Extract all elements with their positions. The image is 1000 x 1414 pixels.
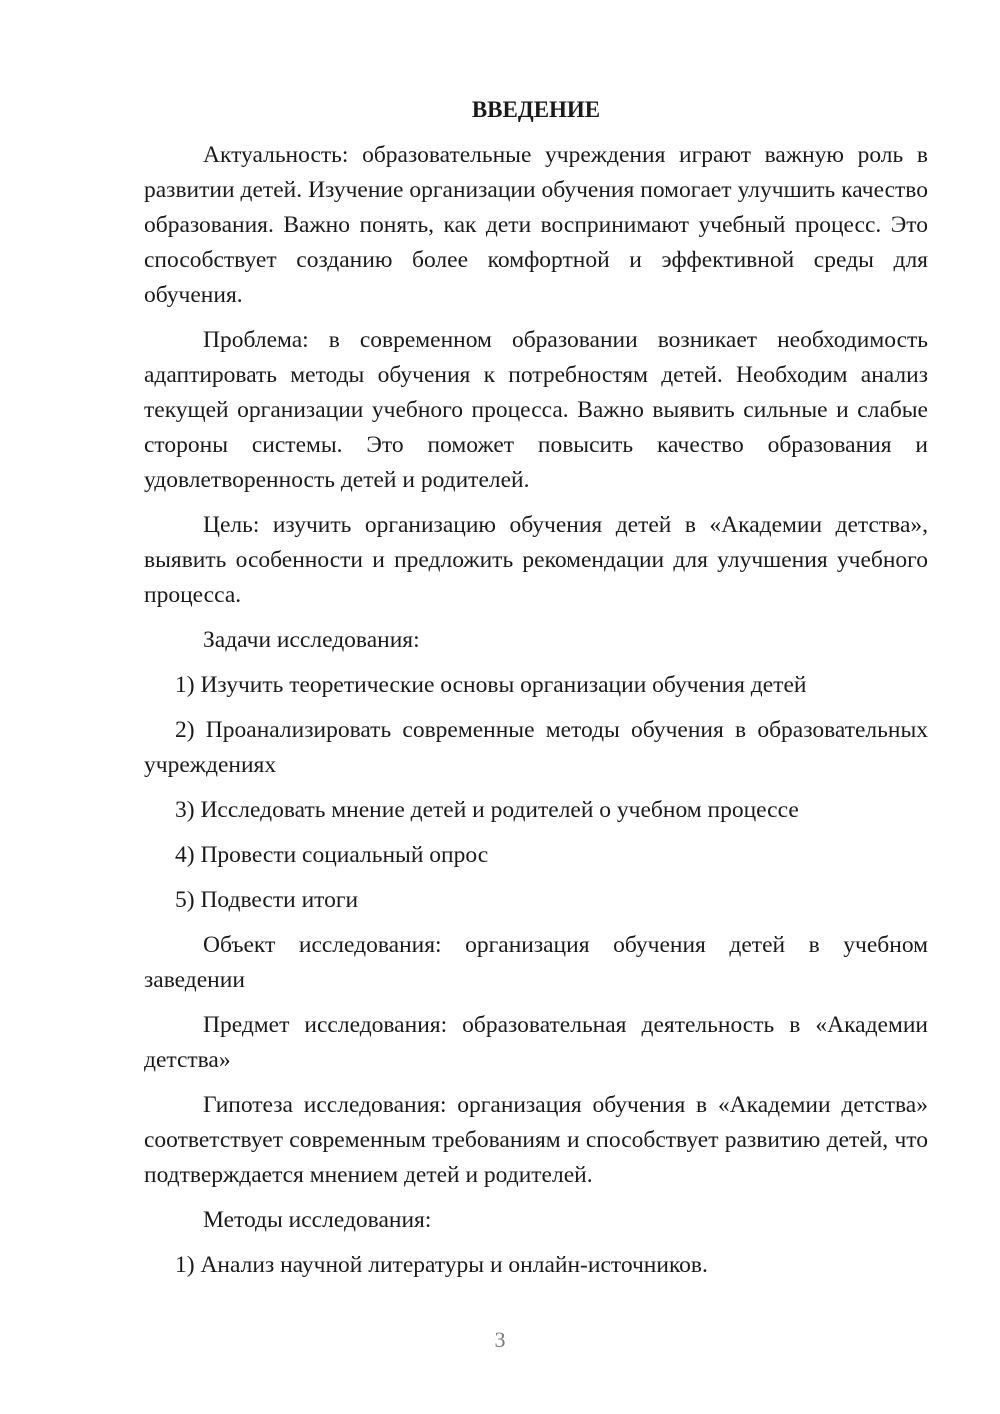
method-item-1: 1) Анализ научной литературы и онлайн-источников. [175, 1252, 708, 1278]
paragraph-relevance: Актуальность: образовательные учреждения играют важную роль в развитии детей. Изучение организации обучения помогает улучшить качество образования. Важно понять, как дети воспринимают учебный процесс. Это способствует созданию более комфортной и эффективной среды для обучения. [144, 142, 928, 308]
task-item-5: 5) Подвести итоги [175, 887, 359, 913]
paragraph-hypothesis: Гипотеза исследования: организация обучения в «Академии детства» соответствует современным требованиям и способствует развитию детей, что подтверждается мнением детей и родителей. [144, 1092, 928, 1188]
page-number: 3 [494, 1327, 506, 1352]
task-item-3: 3) Исследовать мнение детей и родителей о учебном процессе [175, 797, 799, 823]
paragraph-goal: Цель: изучить организацию обучения детей в «Академии детства», выявить особенности и предложить рекомендации для улучшения учебного процесса. [144, 512, 928, 608]
paragraph-problem: Проблема: в современном образовании возникает необходимость адаптировать методы обучения к потребностям детей. Необходим анализ текущей организации учебного процесса. Важно выявить сильные и слабые стороны системы. Это поможет повысить качество образования и удовлетворенность детей и родителей. [144, 327, 928, 493]
tasks-heading: Задачи исследования: [203, 627, 420, 653]
task-item-1: 1) Изучить теоретические основы организации обучения детей [175, 672, 807, 698]
task-item-4: 4) Провести социальный опрос [175, 842, 489, 868]
methods-heading: Методы исследования: [203, 1207, 432, 1233]
page-content [144, 92, 928, 1293]
paragraph-object: Объект исследования: организация обучения детей в учебном заведении [144, 932, 928, 993]
paragraph-subject: Предмет исследования: образовательная деятельность в «Академии детства» [144, 1012, 928, 1073]
section-title: ВВЕДЕНИЕ [471, 97, 601, 122]
task-item-2: 2) Проанализировать современные методы обучения в образовательных учреждениях [144, 717, 928, 778]
